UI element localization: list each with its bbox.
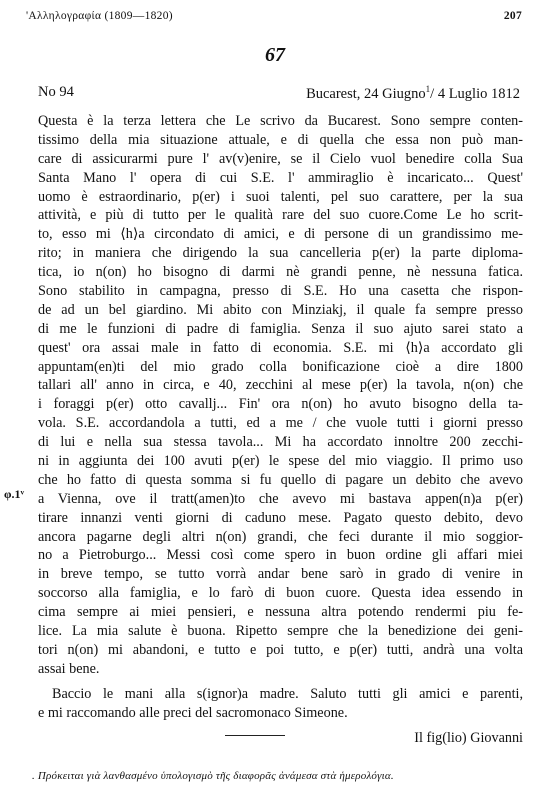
body-line: Santa Mano l' opera di cui S.E. l' ammiraglio è incaricato... Quest' <box>38 169 523 186</box>
body-line: to, esso mi ⟨h⟩a circondato di amici, e di persone di un grandissimo me- <box>38 226 523 243</box>
body-line: vola. S.E. accordandola a tutti, ed a me / che vuole tutti i giorni presso <box>38 415 523 432</box>
footnote-marker: 1 <box>425 84 431 94</box>
place-date <box>306 84 520 103</box>
body-line: de ad un bel giardino. Mi abito con Minziakj, il quale fa sempre presso <box>38 301 523 318</box>
body-line: cima sempre ai miei pensieri, e nessuna altra potendo rendermi piu fe- <box>38 604 523 621</box>
body-line: ancora pagarne degli altri n(on) grandi, che feci durante il mio soggior- <box>38 528 523 545</box>
body-line: tori n(on) mi abandoni, e tutto e poi tutto, e p(er) tutti, andrà una volta <box>38 641 523 658</box>
body-line: rito; in maniera che dirigendo la sua cancelleria p(er) la parte diploma- <box>38 245 523 262</box>
closing-line: e mi raccomando alle preci del sacromonaco Simeone. <box>38 704 348 721</box>
body-line: no a Pietroburgo... Messi così come spero in buon ordine gli affari miei <box>38 547 523 564</box>
signature: Il fig(lio) Giovanni <box>414 729 523 746</box>
letter-number: No 94 <box>38 84 74 100</box>
page-number: 207 <box>503 10 522 22</box>
body-line: che ho fatto di questa somma si fu quello di pagare un debito che avevo <box>38 471 523 488</box>
body-line: quest' ora assai male in fatto di economia. S.E. mi ⟨h⟩a accordato gli <box>38 339 523 356</box>
margin-folio-note: φ.1ᵛ <box>4 487 25 501</box>
body-line: i foraggi p(er) otto cavallj... Fin' ora n(on) ho avuto bisogno della ta- <box>38 396 523 413</box>
body-line: tica, io n(on) ho bisogno di darmi nè grandi penne, nè nessuna fatica. <box>38 264 523 281</box>
body-line: care di assicurarmi pure l' av(v)enire, se il Cielo vuol benedire colla Sua <box>38 150 523 167</box>
body-line: soccorso alla famiglia, e lo farò di buon cuore. Questa idea essendo in <box>38 585 523 602</box>
body-line: di lui e nella sua stessa tavola... Mi ha accordato innoltre 200 zecchi- <box>38 434 523 451</box>
body-line: lice. La mia salute è buona. Ripetto sempre che la benedizione dei geni- <box>38 623 523 640</box>
body-line: tirare innanzi venti giorni di caduno mese. Pagato questo debito, devo <box>38 509 523 526</box>
body-line: attività, e più di tutto per le qualità rare del suo cuore.Come Le ho scrit- <box>38 207 523 224</box>
body-line: di me le funzioni di padre di famiglia. Senza il suo ajuto sarei stato a <box>38 320 523 337</box>
body-line: appuntam(en)ti del mio grado colla bonificazione cioè a dire 1800 <box>38 358 523 375</box>
body-line: assai bene. <box>38 660 100 677</box>
document-number: 67 <box>265 44 285 66</box>
body-line: ni in aggiunta dei 100 avuti p(er) le spese del mio viaggio. Il primo uso <box>38 453 523 470</box>
footnote: . Πρόκειται γιὰ λανθασμένο ὑπολογισμὸ τῆς διαφορᾶς ἀνάμεσα στὰ ἡμερολόγια. <box>32 770 394 782</box>
body-line: a Vienna, ove il tratt(amen)to che avevo mi bastava appen(n)a p(er) <box>38 490 523 507</box>
body-line: uomo è estraordinario, p(er) i suoi talenti, pel suo carattere, per la sua <box>38 188 523 205</box>
running-header-title: 'Αλληλογραφία (1809—1820) <box>26 10 173 22</box>
body-line: tallari all' anno in circa, e 40, zecchini al mese p(er) la tavola, n(on) che <box>38 377 523 394</box>
running-header <box>26 10 522 26</box>
body-line: tissimo della mia situazione attuale, e di quella che essa non può man- <box>38 131 523 148</box>
place-date-main: Bucarest, 24 Giugno <box>306 85 426 102</box>
place-date-tail: / 4 Luglio 1812 <box>430 85 520 102</box>
body-line: Questa è la terza lettera che Le scrivo da Bucarest. Sono sempre conten- <box>38 113 523 129</box>
footnote-separator <box>225 735 285 736</box>
closing-line: Baccio le mani alla s(ignor)a madre. Saluto tutti gli amici e parenti, <box>52 685 523 702</box>
letter-body <box>38 112 523 747</box>
body-line: Sono stabilito in campagna, presso di S.E. Ho una casetta che rispon- <box>38 283 523 300</box>
body-line: in breve tempo, se tutto vorrà andar bene sarò in grado di venire in <box>38 566 523 583</box>
